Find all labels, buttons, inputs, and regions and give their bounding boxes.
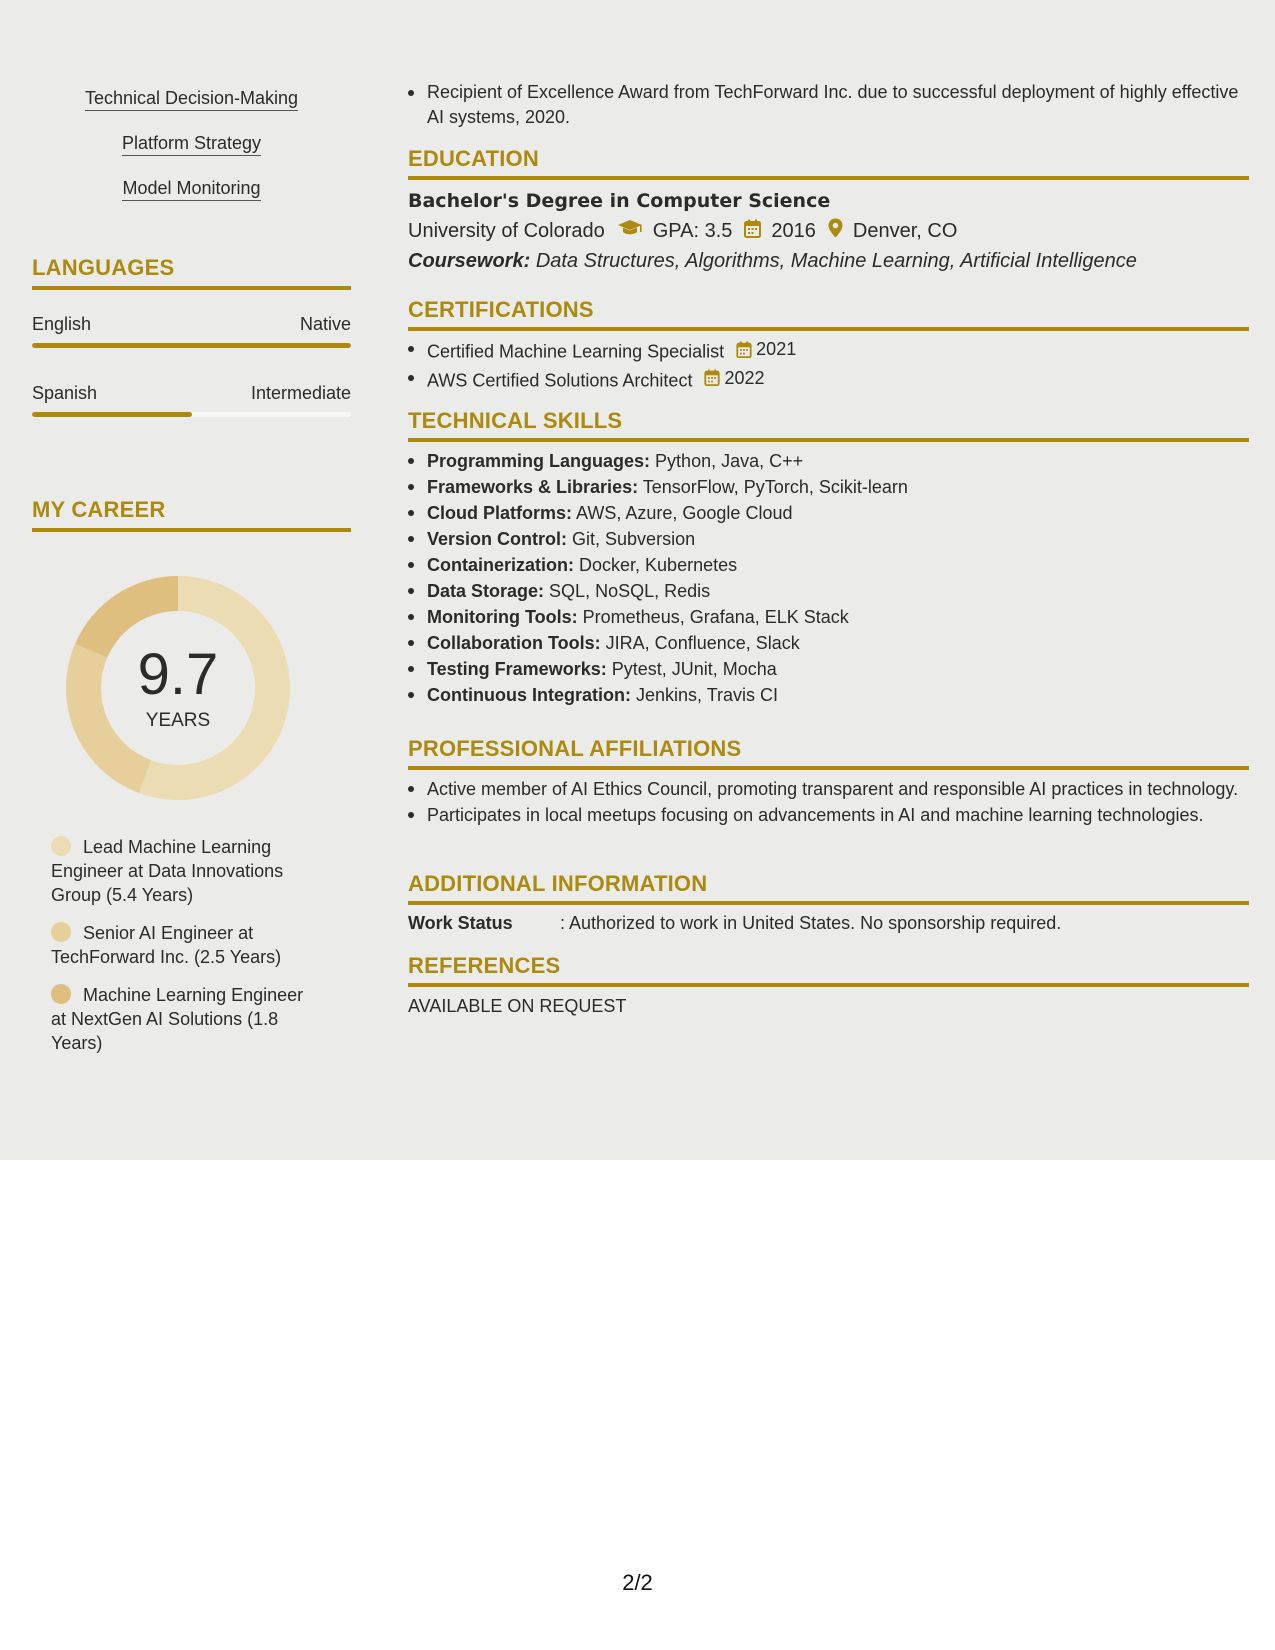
list-item: Testing Frameworks: Pytest, JUnit, Mocha — [408, 656, 1249, 682]
career-total-unit: YEARS — [145, 710, 211, 731]
section-rule — [408, 438, 1249, 442]
list-item: Active member of AI Ethics Council, promoting transparent and responsible AI practices in technology. — [408, 776, 1249, 802]
skill-item[interactable]: Platform Strategy — [32, 133, 351, 154]
section-title: PROFESSIONAL AFFILIATIONS — [408, 736, 742, 761]
section-rule — [32, 528, 351, 532]
technical-skills-section — [408, 408, 1249, 708]
section-rule — [32, 286, 351, 290]
additional-info-section — [408, 871, 1249, 934]
career-legend-item: Lead Machine Learning Engineer at Data Innovations Group (5.4 Years) — [51, 837, 284, 905]
coursework: Coursework: Data Structures, Algorithms, Machine Learning, Artificial Intelligence — [408, 250, 1137, 272]
page-number: 2/2 — [622, 1570, 653, 1595]
calendar-icon — [704, 369, 720, 386]
language-row — [32, 314, 351, 335]
list-item: Cloud Platforms: AWS, Azure, Google Cloud — [408, 500, 1249, 526]
list-item: Frameworks & Libraries: TensorFlow, PyTorch, Scikit-learn — [408, 474, 1249, 500]
section-title: ADDITIONAL INFORMATION — [408, 871, 708, 896]
section-title: EDUCATION — [408, 146, 539, 171]
section-title: LANGUAGES — [32, 255, 175, 280]
section-title: TECHNICAL SKILLS — [408, 408, 623, 433]
education-section — [408, 146, 1249, 273]
calendar-icon — [736, 341, 752, 358]
career-legend-item: Machine Learning Engineer at NextGen AI Solutions (1.8 Years) — [51, 985, 304, 1053]
language-name: English — [32, 314, 92, 334]
language-proficiency-bar — [32, 412, 351, 417]
career-section — [32, 497, 351, 532]
section-title: MY CAREER — [32, 497, 166, 522]
list-item: Continuous Integration: Jenkins, Travis CI — [408, 682, 1249, 708]
work-status-value: : Authorized to work in United States. No sponsorship required. — [560, 913, 1062, 933]
awards-list — [408, 80, 1249, 130]
section-rule — [408, 766, 1249, 770]
section-rule — [408, 327, 1249, 331]
references-text: AVAILABLE ON REQUEST — [408, 996, 627, 1016]
work-status-row — [408, 913, 1249, 934]
section-rule — [408, 901, 1249, 905]
skill-item[interactable]: Technical Decision-Making — [32, 88, 351, 109]
career-total-years: 9.7 — [137, 642, 219, 707]
technical-skills-list — [408, 448, 1249, 708]
list-item: Data Storage: SQL, NoSQL, Redis — [408, 578, 1249, 604]
language-name: Spanish — [32, 383, 98, 403]
languages-section — [32, 255, 351, 290]
legend-dot — [51, 836, 71, 856]
calendar-icon — [744, 219, 761, 244]
gpa: GPA: 3.5 — [652, 219, 733, 242]
list-item: Participates in local meetups focusing on advancements in AI and machine learning technologies. — [408, 802, 1249, 828]
education-location: Denver, CO — [852, 219, 958, 242]
references-section — [408, 953, 1249, 1017]
certifications-section — [408, 297, 1249, 393]
skill-item[interactable]: Model Monitoring — [32, 178, 351, 199]
list-item: Recipient of Excellence Award from TechForward Inc. due to successful deployment of highly effective AI systems, 2020. — [408, 80, 1249, 130]
list-item: Certified Machine Learning Specialist 2021 — [408, 336, 1249, 365]
affiliations-section — [408, 736, 1249, 828]
graduation-cap-icon — [617, 219, 643, 243]
career-donut-chart — [66, 576, 290, 800]
list-item: Version Control: Git, Subversion — [408, 526, 1249, 552]
language-proficiency-fill — [32, 343, 351, 348]
map-pin-icon — [828, 218, 843, 244]
section-rule — [408, 176, 1249, 180]
list-item: Collaboration Tools: JIRA, Confluence, Slack — [408, 630, 1249, 656]
language-row — [32, 383, 351, 404]
list-item: Programming Languages: Python, Java, C++ — [408, 448, 1249, 474]
legend-dot — [51, 922, 71, 942]
education-details — [408, 218, 1249, 244]
legend-dot — [51, 984, 71, 1004]
degree-title: Bachelor's Degree in Computer Science — [408, 190, 831, 212]
career-legend-item: Senior AI Engineer at TechForward Inc. (2.5 Years) — [51, 923, 282, 967]
section-title: REFERENCES — [408, 953, 561, 978]
language-level: Intermediate — [250, 383, 351, 403]
section-title: CERTIFICATIONS — [408, 297, 594, 322]
donut-center — [66, 576, 290, 800]
language-proficiency-fill — [32, 412, 192, 417]
section-rule — [408, 983, 1249, 987]
language-level: Native — [299, 314, 351, 334]
school-name: University of Colorado — [408, 219, 605, 242]
list-item: Containerization: Docker, Kubernetes — [408, 552, 1249, 578]
work-status-label: Work Status — [408, 913, 513, 933]
graduation-year: 2016 — [771, 219, 816, 242]
list-item: AWS Certified Solutions Architect 2022 — [408, 365, 1249, 394]
list-item: Monitoring Tools: Prometheus, Grafana, ELK Stack — [408, 604, 1249, 630]
language-proficiency-bar — [32, 343, 351, 348]
